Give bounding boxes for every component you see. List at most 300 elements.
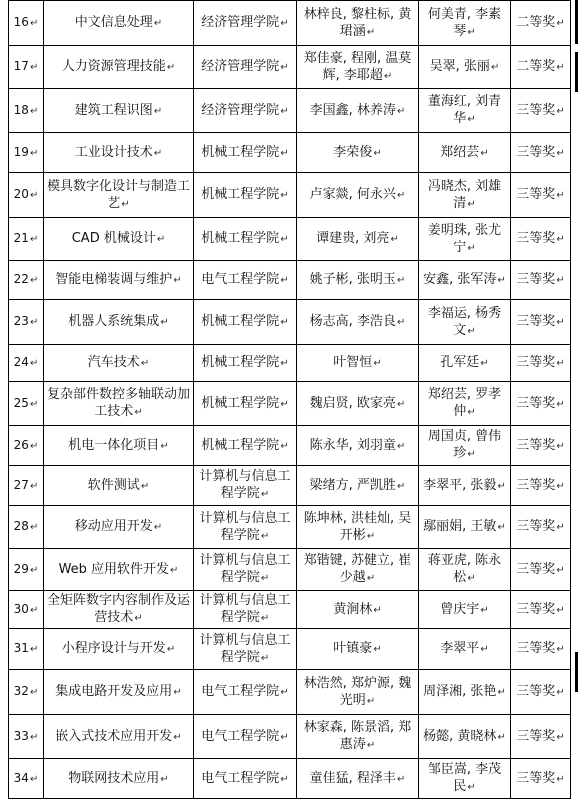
cell-project (44, 133, 194, 173)
cell-number-text: 24 (13, 355, 29, 369)
cell-award (511, 261, 571, 300)
cell-project-text: 软件测试 (87, 477, 140, 493)
cell-number-text: 21 (13, 231, 29, 245)
cell-teachers-text: 吴翠, 张丽 (429, 59, 490, 74)
cell-award (511, 426, 571, 466)
table-row (9, 382, 571, 426)
cell-teachers (419, 345, 511, 382)
table-row (9, 591, 571, 629)
paragraph-mark: ↵ (556, 564, 565, 576)
cell-students-text: 叶镇豪 (333, 641, 373, 656)
cell-project-text: 智能电梯装调与维护 (55, 272, 173, 287)
paragraph-mark: ↵ (467, 26, 476, 38)
cell-department-text: 机械工程学院 (201, 355, 280, 370)
paragraph-mark: ↵ (160, 440, 169, 452)
cell-award (511, 382, 571, 426)
cell-teachers (419, 89, 511, 133)
table-row (9, 1, 571, 46)
paragraph-mark: ↵ (396, 773, 406, 785)
cell-project-text: 建筑工程识图 (74, 102, 153, 118)
paragraph-mark: ↵ (556, 687, 565, 698)
cell-teachers-text: 周泽湘, 张艳 (423, 684, 497, 699)
cell-award-text: 三等奖 (516, 519, 556, 534)
paragraph-mark: ↵ (396, 398, 406, 410)
paragraph-mark: ↵ (153, 147, 163, 159)
paragraph-mark: ↵ (173, 731, 182, 743)
cell-number-text: 26 (13, 437, 29, 452)
cell-project (44, 89, 194, 133)
paragraph-mark: ↵ (29, 190, 39, 201)
cell-students-text: 魏启贤, 欧家亮 (309, 395, 396, 411)
paragraph-mark: ↵ (556, 773, 565, 785)
cell-project (44, 591, 194, 629)
cell-project (44, 218, 194, 261)
cell-number-text: 19 (13, 144, 29, 159)
cell-award-text: 三等奖 (516, 684, 556, 699)
cell-students-text: 童佳猛, 程泽丰 (309, 770, 396, 786)
cell-department (194, 759, 297, 799)
cell-teachers (419, 382, 511, 426)
paragraph-mark: ↵ (280, 398, 289, 410)
cell-number (9, 506, 44, 549)
paragraph-mark: ↵ (29, 773, 39, 785)
cell-department-text: 电气工程学院 (201, 770, 280, 786)
paragraph-mark: ↵ (497, 522, 506, 533)
cell-students (297, 426, 419, 466)
cell-teachers-text: 杨懿, 黄晓林 (423, 728, 497, 744)
cell-project (44, 345, 194, 382)
paragraph-mark: ↵ (280, 62, 289, 73)
table-row (9, 300, 571, 345)
cell-award-text: 三等奖 (516, 314, 556, 329)
paragraph-mark: ↵ (29, 731, 39, 743)
cell-department (194, 345, 297, 382)
cell-award-text: 三等奖 (516, 477, 556, 493)
cell-award-text: 三等奖 (516, 102, 556, 118)
cell-teachers (419, 218, 511, 261)
paragraph-mark: ↵ (280, 440, 289, 452)
cell-students (297, 670, 419, 715)
paragraph-mark: ↵ (29, 275, 39, 286)
paragraph-mark: ↵ (280, 687, 289, 698)
cell-teachers-text: 李福运, 杨秀文 (427, 305, 502, 338)
cell-award-text: 三等奖 (516, 601, 556, 617)
awards-table-body (9, 1, 571, 799)
cell-teachers (419, 715, 511, 759)
table-row (9, 549, 571, 591)
paragraph-mark: ↵ (29, 480, 39, 492)
cell-number (9, 218, 44, 261)
cell-teachers-text: 邹臣嵩, 李茂民 (427, 762, 502, 794)
cell-department-text: 机械工程学院 (201, 231, 280, 246)
cell-students (297, 173, 419, 218)
cell-students-text: 叶智恒 (333, 355, 373, 370)
paragraph-mark: ↵ (396, 480, 406, 492)
cell-number (9, 629, 44, 670)
cell-award (511, 89, 571, 133)
paragraph-mark: ↵ (29, 644, 39, 655)
cell-department (194, 466, 297, 506)
cell-project-text: 移动应用开发 (74, 519, 153, 534)
cell-project (44, 715, 194, 759)
paragraph-mark: ↵ (366, 573, 376, 584)
cell-department-text: 经济管理学院 (201, 59, 280, 74)
cell-teachers-text: 董海红, 刘青华 (427, 94, 502, 126)
paragraph-mark: ↵ (556, 358, 565, 369)
cell-number (9, 759, 44, 799)
cell-teachers (419, 46, 511, 89)
paragraph-mark: ↵ (29, 687, 39, 698)
cell-department-text: 机械工程学院 (201, 437, 280, 453)
paragraph-mark: ↵ (480, 604, 489, 616)
cell-students (297, 629, 419, 670)
cell-students (297, 549, 419, 591)
cell-students (297, 345, 419, 382)
cell-number-text: 31 (13, 641, 29, 655)
paragraph-mark: ↵ (280, 358, 289, 369)
cell-number (9, 133, 44, 173)
cell-department-text: 计算机与信息工程学院 (199, 469, 291, 501)
cell-award-text: 三等奖 (516, 272, 556, 287)
cell-number (9, 89, 44, 133)
cell-department (194, 670, 297, 715)
paragraph-mark: ↵ (556, 105, 565, 117)
cell-teachers-text: 周国贞, 曾伟珍 (427, 429, 502, 461)
paragraph-mark: ↵ (467, 573, 476, 584)
cell-number (9, 670, 44, 715)
table-row (9, 133, 571, 173)
cell-department-text: 计算机与信息工程学院 (199, 510, 291, 543)
cell-award (511, 591, 571, 629)
paragraph-mark: ↵ (556, 147, 565, 159)
cell-number (9, 382, 44, 426)
paragraph-mark: ↵ (29, 62, 39, 73)
paragraph-mark: ↵ (29, 234, 39, 245)
cell-teachers-text: 安鑫, 张军涛 (423, 272, 497, 287)
table-row (9, 89, 571, 133)
paragraph-mark: ↵ (156, 234, 166, 245)
paragraph-mark: ↵ (556, 644, 565, 655)
paragraph-mark: ↵ (29, 18, 39, 29)
paragraph-mark: ↵ (366, 740, 376, 751)
paragraph-mark: ↵ (556, 522, 565, 533)
cell-number-text: 23 (13, 314, 29, 328)
cell-department (194, 426, 297, 466)
paragraph-mark: ↵ (480, 644, 489, 655)
cell-teachers (419, 549, 511, 591)
cell-students (297, 300, 419, 345)
cell-students (297, 133, 419, 173)
paragraph-mark: ↵ (170, 564, 179, 576)
cell-students-text: 林梓良, 黎柱标, 黄珺涵 (303, 6, 412, 39)
cell-award (511, 549, 571, 591)
paragraph-mark: ↵ (556, 190, 565, 201)
cell-number-text: 32 (13, 684, 29, 698)
cell-teachers (419, 133, 511, 173)
paragraph-mark: ↵ (29, 105, 39, 117)
cell-award-text: 三等奖 (516, 395, 556, 411)
table-row (9, 759, 571, 799)
paragraph-mark: ↵ (280, 147, 289, 159)
cell-teachers (419, 300, 511, 345)
paragraph-mark: ↵ (480, 358, 489, 369)
cell-department-text: 经济管理学院 (201, 102, 280, 118)
paragraph-mark: ↵ (260, 652, 270, 664)
cell-number (9, 345, 44, 382)
cell-award-text: 三等奖 (516, 561, 556, 577)
cell-department (194, 591, 297, 629)
cell-department (194, 382, 297, 426)
cell-award (511, 300, 571, 345)
cell-project-text: 集成电路开发及应用 (55, 684, 173, 699)
cell-award (511, 506, 571, 549)
paragraph-mark: ↵ (366, 26, 376, 38)
cell-number-text: 28 (13, 519, 29, 533)
cell-project-text: 小程序设计与开发 (61, 641, 166, 656)
paragraph-mark: ↵ (467, 449, 476, 460)
cell-department (194, 89, 297, 133)
cell-number (9, 173, 44, 218)
cell-award (511, 218, 571, 261)
cell-teachers (419, 670, 511, 715)
paragraph-mark: ↵ (280, 234, 289, 245)
cell-teachers (419, 506, 511, 549)
cell-teachers-text: 郑绍芸 (440, 144, 480, 160)
cell-students (297, 218, 419, 261)
paragraph-mark: ↵ (373, 644, 382, 655)
paragraph-mark: ↵ (260, 573, 270, 584)
cell-project-text: 中文信息处理 (74, 15, 153, 30)
cell-award-text: 三等奖 (516, 187, 556, 202)
table-row (9, 670, 571, 715)
cell-number-text: 33 (13, 728, 29, 743)
cell-students-text: 李国鑫, 林养涛 (309, 102, 396, 118)
cell-students-text: 李荣俊 (333, 144, 373, 160)
cell-teachers (419, 173, 511, 218)
cell-award-text: 三等奖 (516, 770, 556, 786)
cell-department-text: 经济管理学院 (201, 15, 280, 30)
paragraph-mark: ↵ (121, 198, 130, 210)
cell-award (511, 715, 571, 759)
cell-department (194, 715, 297, 759)
cell-students-text: 林浩然, 郑炉源, 魏光明 (303, 675, 412, 708)
cell-teachers (419, 466, 511, 506)
cell-number (9, 1, 44, 46)
table-row (9, 715, 571, 759)
cell-project-text: 机电一体化项目 (68, 437, 160, 453)
table-row (9, 261, 571, 300)
cell-department (194, 629, 297, 670)
paragraph-mark: ↵ (29, 147, 39, 159)
paragraph-mark: ↵ (166, 62, 176, 73)
paragraph-mark: ↵ (29, 564, 39, 576)
paragraph-mark: ↵ (160, 317, 169, 328)
paragraph-mark: ↵ (29, 358, 39, 369)
paragraph-mark: ↵ (556, 234, 565, 245)
cell-project-text: 嵌入式技术应用开发 (55, 728, 173, 744)
table-row (9, 506, 571, 549)
cell-students (297, 46, 419, 89)
cell-department (194, 549, 297, 591)
cell-number-text: 29 (13, 561, 29, 576)
cell-award-text: 三等奖 (516, 231, 556, 246)
paragraph-mark: ↵ (173, 275, 182, 286)
cell-students (297, 1, 419, 46)
cell-award (511, 345, 571, 382)
cell-number-text: 25 (13, 395, 29, 410)
cell-department (194, 261, 297, 300)
cell-teachers-text: 曾庆宇 (440, 601, 480, 617)
cell-department-text: 机械工程学院 (201, 314, 280, 329)
cell-project-text: Web 应用软件开发 (58, 561, 170, 577)
cell-award (511, 759, 571, 799)
cell-teachers (419, 1, 511, 46)
cell-project-text: 机器人系统集成 (68, 314, 160, 329)
cell-number-text: 17 (13, 59, 29, 73)
cell-award-text: 三等奖 (516, 355, 556, 370)
cell-teachers-text: 郑绍芸, 罗孝仲 (427, 387, 502, 419)
paragraph-mark: ↵ (260, 613, 270, 624)
cell-teachers-text: 李翠平, 张毅 (423, 477, 497, 493)
cell-project-text: 工业设计技术 (74, 144, 153, 160)
cell-students (297, 466, 419, 506)
paragraph-mark: ↵ (280, 275, 289, 286)
cell-award (511, 173, 571, 218)
cell-award (511, 1, 571, 46)
table-row (9, 218, 571, 261)
paragraph-mark: ↵ (556, 480, 565, 492)
paragraph-mark: ↵ (373, 147, 382, 159)
cell-department (194, 218, 297, 261)
cell-teachers-text: 冯晓杰, 刘雄清 (427, 178, 502, 211)
cell-award-text: 二等奖 (516, 15, 556, 30)
cell-department-text: 电气工程学院 (201, 684, 280, 699)
cell-number-text: 18 (13, 102, 29, 117)
cell-teachers-text: 李翠平 (440, 641, 480, 656)
paragraph-mark: ↵ (467, 782, 476, 793)
paragraph-mark: ↵ (153, 522, 163, 533)
paragraph-mark: ↵ (29, 317, 39, 328)
paragraph-mark: ↵ (173, 687, 182, 698)
cell-project-text: CAD 机械设计 (71, 231, 156, 246)
cell-students (297, 591, 419, 629)
cell-students-text: 黄涧林 (333, 601, 373, 617)
paragraph-mark: ↵ (280, 731, 289, 743)
cell-department-text: 机械工程学院 (201, 187, 280, 202)
cell-number (9, 426, 44, 466)
cell-teachers-text: 何美青, 李素琴 (427, 6, 502, 39)
cell-students (297, 715, 419, 759)
cell-students (297, 506, 419, 549)
paragraph-mark: ↵ (280, 317, 289, 328)
cell-project-text: 全矩阵数字内容制作及运营技术 (47, 593, 191, 625)
cell-department-text: 电气工程学院 (201, 272, 280, 287)
cell-teachers-text: 姜明珠, 张尤宁 (427, 222, 502, 255)
paragraph-mark: ↵ (280, 773, 289, 785)
cell-students-text: 陈永华, 刘羽童 (309, 437, 396, 453)
paragraph-mark: ↵ (366, 530, 376, 542)
cell-students-text: 卢家燚, 何永兴 (309, 187, 396, 202)
cell-students-text: 梁绪方, 严凯胜 (309, 477, 396, 493)
paragraph-mark: ↵ (280, 190, 289, 201)
cell-department-text: 计算机与信息工程学院 (199, 632, 291, 665)
paragraph-mark: ↵ (467, 198, 476, 210)
paragraph-mark: ↵ (383, 70, 393, 82)
cell-teachers (419, 629, 511, 670)
cell-department-text: 计算机与信息工程学院 (199, 553, 291, 585)
cell-teachers-text: 鄢丽娟, 王敏 (423, 519, 497, 534)
cell-students-text: 杨志高, 李浩良 (309, 314, 396, 329)
cell-students-text: 林家森, 陈景滔, 郑惠涛 (303, 720, 412, 752)
cell-students (297, 759, 419, 799)
cell-number-text: 16 (13, 15, 29, 29)
cell-award (511, 629, 571, 670)
cell-award-text: 二等奖 (516, 59, 556, 74)
cell-project (44, 300, 194, 345)
cell-award-text: 三等奖 (516, 437, 556, 453)
paragraph-mark: ↵ (396, 317, 406, 328)
cell-number-text: 27 (13, 477, 29, 492)
cell-project (44, 46, 194, 89)
cell-project (44, 759, 194, 799)
paragraph-mark: ↵ (490, 62, 500, 73)
cell-teachers (419, 591, 511, 629)
cell-number-text: 34 (13, 770, 29, 785)
cell-students (297, 261, 419, 300)
cell-project-text: 复杂部件数控多轴联动加工技术 (47, 387, 191, 419)
paragraph-mark: ↵ (480, 147, 489, 159)
cell-project (44, 629, 194, 670)
paragraph-mark: ↵ (467, 242, 476, 254)
paragraph-mark: ↵ (280, 18, 289, 29)
paragraph-mark: ↵ (556, 604, 565, 616)
paragraph-mark: ↵ (373, 604, 382, 616)
paragraph-mark: ↵ (260, 530, 270, 542)
cell-award (511, 466, 571, 506)
cell-teachers-text: 孔军廷 (440, 355, 480, 370)
paragraph-mark: ↵ (373, 358, 382, 369)
cell-students-text: 郑锴键, 苏健立, 崔少越 (303, 553, 412, 585)
cell-department (194, 133, 297, 173)
cell-project (44, 261, 194, 300)
cell-students-text: 姚子彬, 张明玉 (309, 272, 396, 287)
paragraph-mark: ↵ (366, 695, 376, 707)
paragraph-mark: ↵ (390, 234, 399, 245)
paragraph-mark: ↵ (140, 480, 150, 492)
paragraph-mark: ↵ (497, 731, 506, 743)
paragraph-mark: ↵ (396, 105, 406, 117)
cell-department (194, 506, 297, 549)
paragraph-mark: ↵ (556, 275, 565, 286)
cell-department (194, 46, 297, 89)
cell-number (9, 261, 44, 300)
table-row (9, 466, 571, 506)
cell-award-text: 三等奖 (516, 144, 556, 160)
paragraph-mark: ↵ (140, 358, 150, 369)
paragraph-mark: ↵ (467, 325, 476, 337)
paragraph-mark: ↵ (134, 613, 143, 624)
cell-project-text: 模具数字化设计与制造工艺 (47, 178, 191, 211)
cell-number (9, 591, 44, 629)
paragraph-mark: ↵ (467, 407, 476, 418)
cell-number-text: 22 (13, 272, 29, 286)
cell-award (511, 133, 571, 173)
cell-project (44, 173, 194, 218)
cell-award (511, 46, 571, 89)
cell-project-text: 汽车技术 (87, 355, 140, 370)
cell-project (44, 466, 194, 506)
awards-table (8, 0, 571, 799)
